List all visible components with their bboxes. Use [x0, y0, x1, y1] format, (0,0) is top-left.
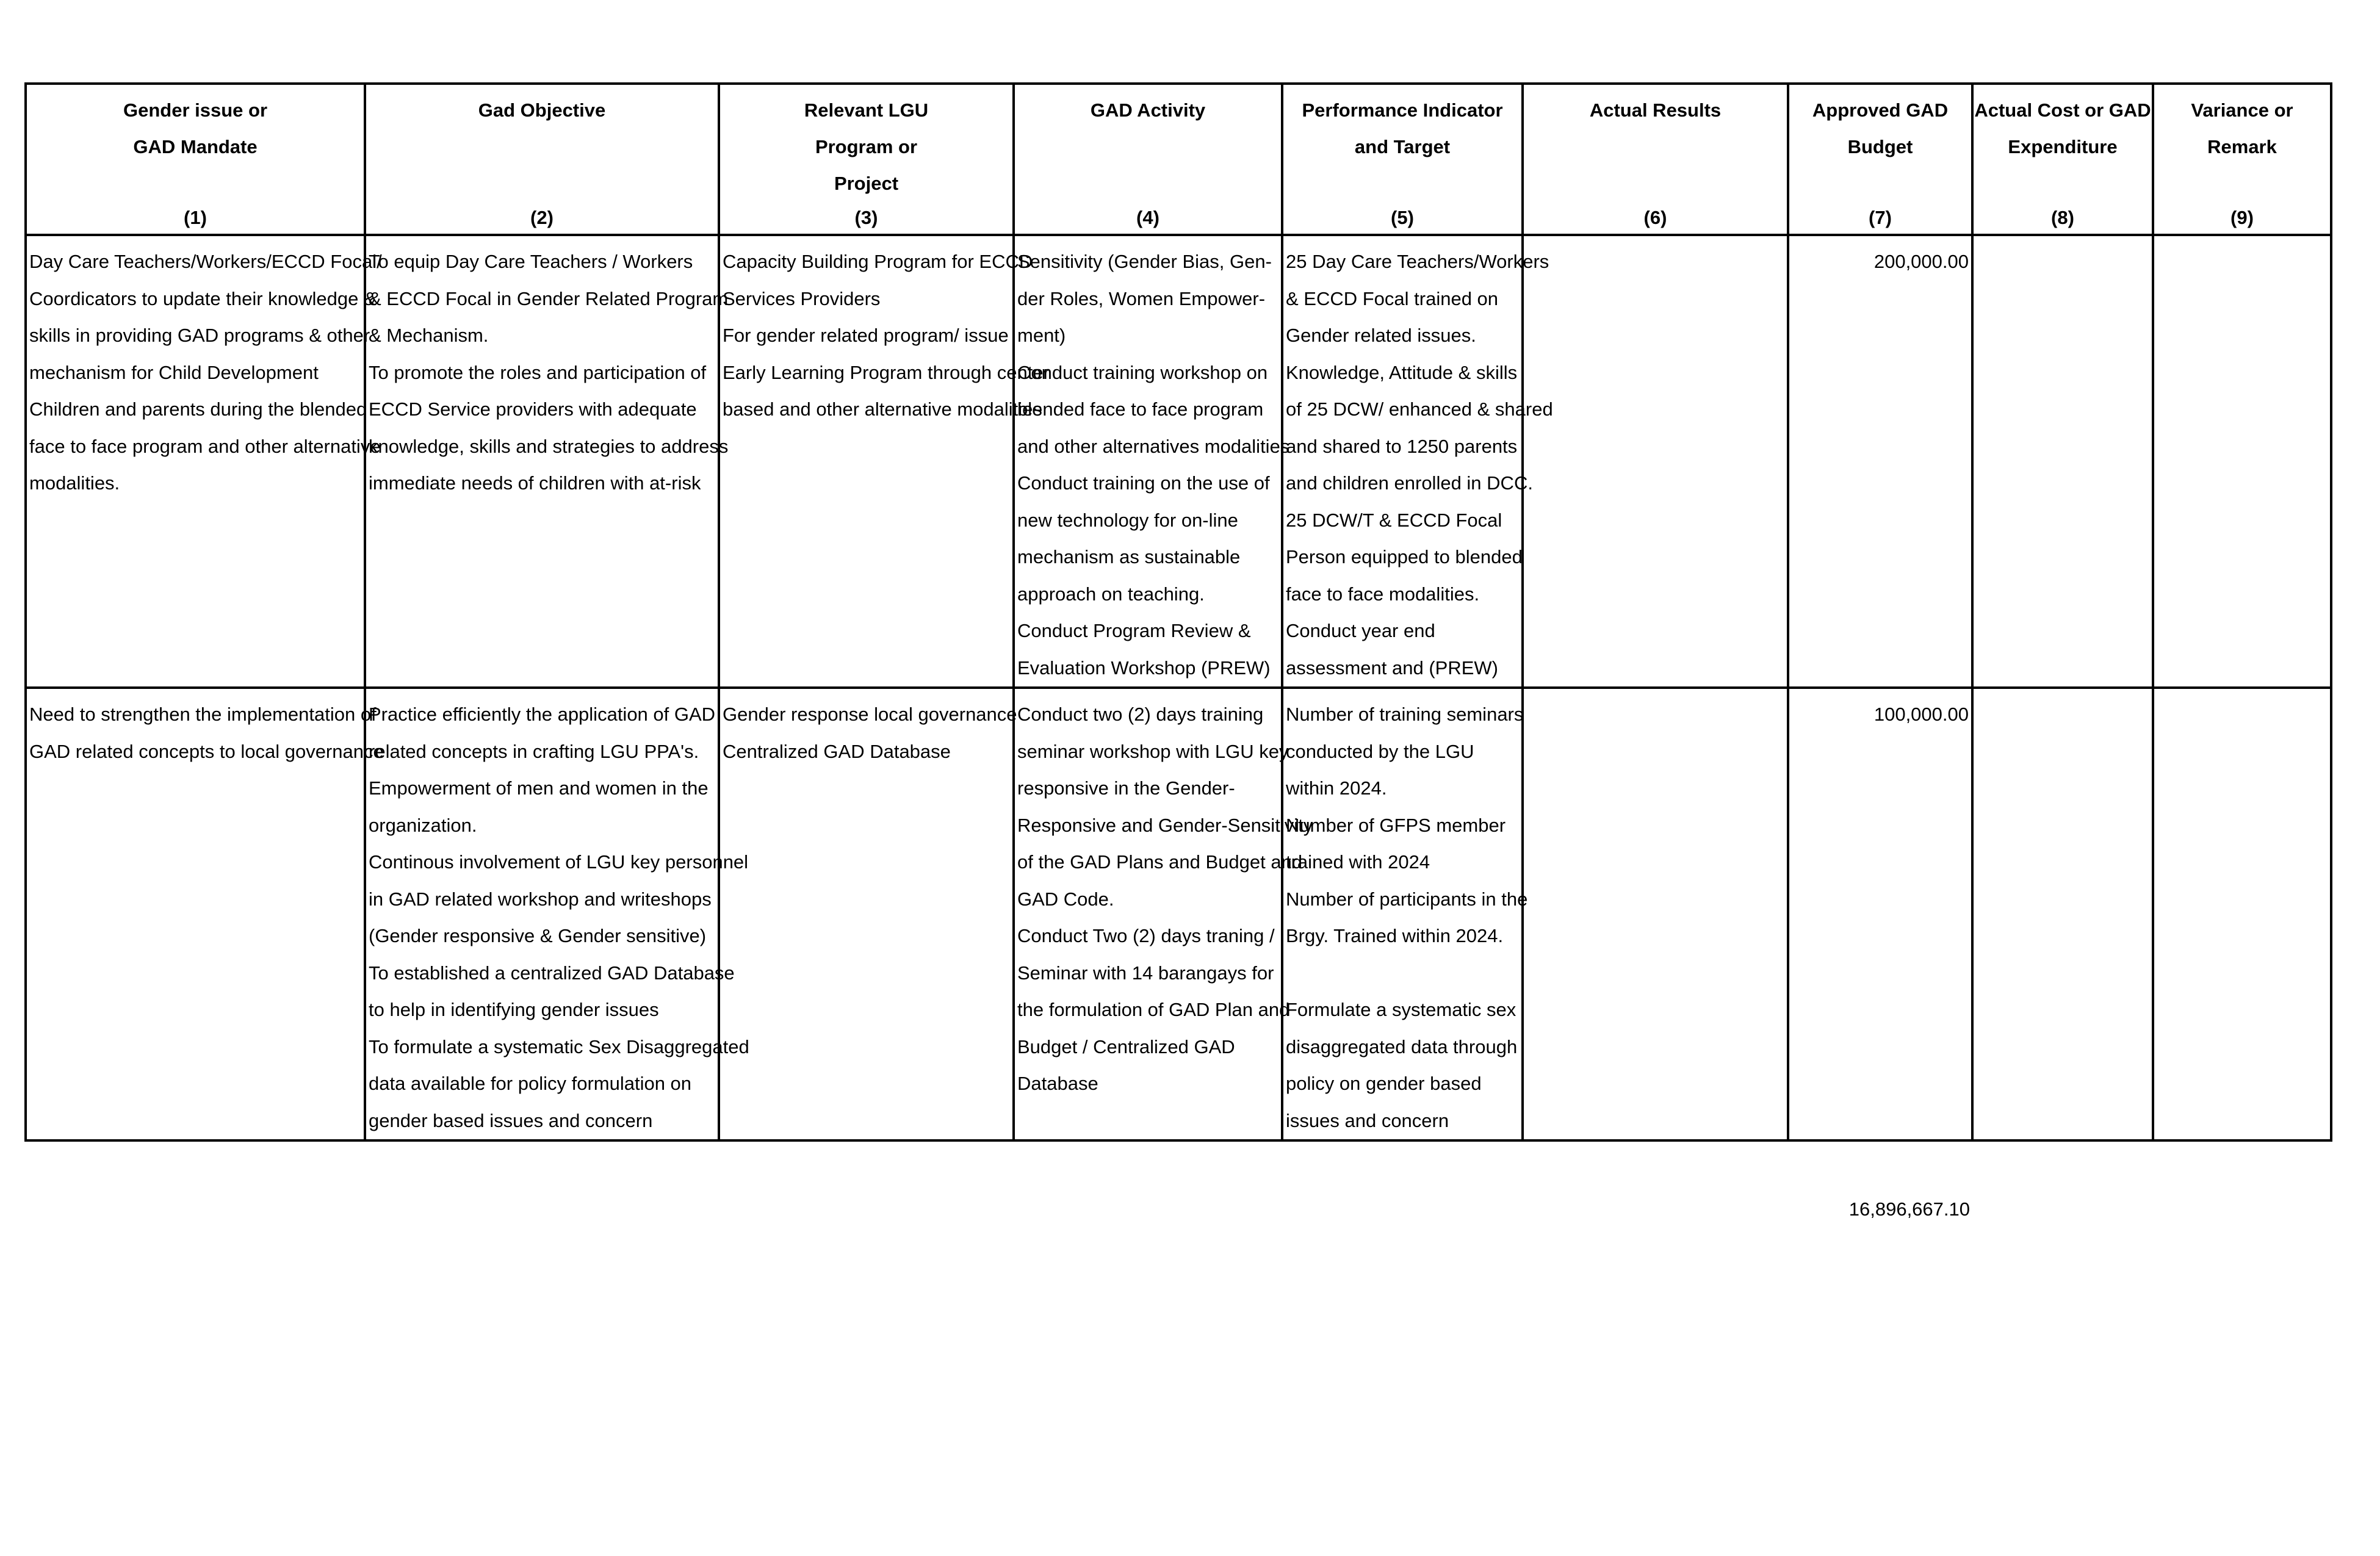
cell-line: disaggregated data through [1286, 1036, 1518, 1057]
cell-line: GAD Code. [1017, 888, 1114, 910]
cell-line: Database [1017, 1073, 1098, 1094]
cell-line: the formulation of GAD Plan and [1017, 999, 1290, 1020]
cell-line: immediate needs of children with at-risk [369, 472, 701, 494]
cell-line: responsive in the Gender- [1017, 777, 1235, 799]
header-title [2154, 85, 2330, 165]
cell-line: 25 Day Care Teachers/Workers [1286, 251, 1549, 272]
cell-line: data available for policy formulation on [369, 1073, 692, 1094]
cell-line: knowledge, skills and strategies to address [369, 435, 729, 457]
cell-line: and other alternatives modalities [1017, 435, 1290, 457]
cell-line: Conduct training workshop on [1017, 361, 1268, 383]
header-title-line: and Target [1354, 136, 1451, 157]
cell-line: based and other alternative modalities [723, 398, 1042, 420]
column-number: (2) [530, 207, 554, 228]
cell-line: & ECCD Focal trained on [1286, 287, 1499, 309]
cell-line: of 25 DCW/ enhanced & shared [1286, 398, 1553, 420]
header-performance-indicator [1282, 84, 1523, 235]
cell-objective [365, 235, 729, 688]
cell-line: organization. [369, 814, 477, 836]
header-title-line: Gender issue or [123, 99, 268, 121]
header-actual-results [1523, 84, 1788, 235]
cell-program [719, 688, 1017, 1140]
cell-indicator [1282, 688, 1528, 1140]
cell-line: mechanism as sustainable [1017, 546, 1241, 567]
cell-line: (Gender responsive & Gender sensitive) [369, 925, 707, 946]
cell-line: Coordicators to update their knowledge & [29, 287, 377, 309]
cell-line: Continous involvement of LGU key personnel [369, 851, 749, 873]
cell-mandate [26, 688, 384, 1140]
column-number: (5) [1391, 207, 1414, 228]
table-body [26, 235, 2331, 1140]
header-variance [2153, 84, 2331, 235]
header-gender-issue [26, 84, 365, 235]
header-title-line: Approved GAD [1812, 99, 1949, 121]
header-relevant-program [719, 84, 1014, 235]
column-number: (4) [1136, 207, 1159, 228]
cell-line: Children and parents during the blended [29, 398, 367, 420]
gad-report-sheet [24, 82, 2332, 1220]
header-title-line: GAD Activity [1090, 99, 1206, 121]
cell-line: Conduct two (2) days training [1017, 704, 1264, 725]
cell-activity [1014, 235, 1290, 688]
cell-line: Number of participants in the [1286, 888, 1528, 910]
table-row [26, 688, 2331, 1140]
cell-line: Empowerment of men and women in the [369, 777, 709, 799]
cell-line: to help in identifying gender issues [369, 999, 659, 1020]
cell-line: Gender related issues. [1286, 325, 1476, 346]
cell-line: Conduct Two (2) days traning / [1017, 925, 1275, 946]
cell-line: new technology for on-line [1017, 509, 1238, 531]
cell-actual-results [1523, 235, 1788, 688]
header-title-line: Expenditure [2008, 136, 2118, 157]
cell-line: Services Providers [723, 287, 881, 309]
cell-line: ment) [1017, 325, 1066, 346]
cell-line: GAD related concepts to local governance [29, 740, 384, 762]
cell-line: Capacity Building Program for ECCD [723, 251, 1033, 272]
cell-line: & ECCD Focal in Gender Related Program [369, 287, 729, 309]
cell-line [1286, 955, 1519, 992]
cell-line: within 2024. [1286, 777, 1387, 799]
header-title-line: Actual Results [1589, 99, 1722, 121]
header-actual-cost [1972, 84, 2153, 235]
cell-line: seminar workshop with LGU key [1017, 740, 1289, 762]
column-number: (8) [2051, 207, 2074, 228]
cell-line: of the GAD Plans and Budget and [1017, 851, 1303, 873]
cell-line: Day Care Teachers/Workers/ECCD Focal/ [29, 251, 382, 272]
cell-actual-results [1523, 688, 1788, 1140]
header-title-line: Relevant LGU [804, 99, 929, 121]
cell-line: related concepts in crafting LGU PPA's. [369, 740, 699, 762]
cell-line: der Roles, Women Empower- [1017, 287, 1266, 309]
cell-variance [2153, 235, 2331, 688]
header-title-line: Budget [1847, 136, 1913, 157]
cell-line: blended face to face program [1017, 398, 1264, 420]
cell-line: face to face program and other alternative [29, 435, 381, 457]
cell-objective [365, 688, 749, 1140]
cell-line: Practice efficiently the application of GAD [369, 704, 716, 725]
cell-line: skills in providing GAD programs & other [29, 325, 370, 346]
cell-line: To promote the roles and participation of [369, 361, 707, 383]
cell-line: Centralized GAD Database [723, 740, 951, 762]
cell-line: & Mechanism. [369, 325, 489, 346]
cell-line: Conduct training on the use of [1017, 472, 1270, 494]
header-title-line: Performance Indicator [1302, 99, 1503, 121]
cell-line: Person equipped to blended [1286, 546, 1523, 567]
header-title [720, 85, 1012, 202]
cell-line: Sensitivity (Gender Bias, Gen- [1017, 251, 1272, 272]
column-number: (9) [2230, 207, 2254, 228]
column-number: (3) [854, 207, 878, 228]
header-title-line: Project [834, 173, 899, 194]
header-title [366, 85, 718, 129]
cell-line: To equip Day Care Teachers / Workers [369, 251, 693, 272]
header-title [1974, 85, 2152, 165]
cell-indicator [1282, 235, 1553, 688]
column-number: (1) [184, 207, 207, 228]
cell-line: mechanism for Child Development [29, 361, 319, 383]
header-gad-activity [1014, 84, 1282, 235]
header-title-line: GAD Mandate [133, 136, 258, 157]
header-title-line: Gad Objective [478, 99, 606, 121]
cell-line: and shared to 1250 parents [1286, 435, 1518, 457]
column-number: (7) [1869, 207, 1892, 228]
header-title-line: Remark [2207, 136, 2277, 157]
cell-line: Number of GFPS member [1286, 814, 1506, 836]
table-row [26, 235, 2331, 688]
cell-line: trained with 2024 [1286, 851, 1430, 873]
header-approved-budget [1788, 84, 1972, 235]
cell-approved-budget: 100,000.00 [1788, 688, 1972, 1140]
header-title-line: Program or [815, 136, 918, 157]
gad-plan-table [24, 82, 2332, 1142]
cell-line: Need to strengthen the implementation of [29, 704, 377, 725]
cell-line: Responsive and Gender-Sensitivity [1017, 814, 1313, 836]
cell-line: 25 DCW/T & ECCD Focal [1286, 509, 1502, 531]
header-gad-objective [365, 84, 719, 235]
cell-line: Formulate a systematic sex [1286, 999, 1516, 1020]
table-header-row [26, 84, 2331, 235]
header-title [1283, 85, 1521, 165]
cell-line: face to face modalities. [1286, 583, 1480, 605]
total-budget: 16,896,667.10 [1848, 1198, 1970, 1220]
cell-line: policy on gender based [1286, 1073, 1482, 1094]
header-title-line: Variance or [2191, 99, 2293, 121]
cell-line: Knowledge, Attitude & skills [1286, 361, 1518, 383]
cell-line: Budget / Centralized GAD [1017, 1036, 1235, 1057]
cell-actual-cost [1972, 688, 2153, 1140]
cell-approved-budget: 200,000.00 [1788, 235, 1972, 688]
cell-line: modalities. [29, 472, 120, 494]
cell-line: Evaluation Workshop (PREW) [1017, 657, 1271, 679]
cell-mandate [26, 235, 382, 688]
cell-line: Early Learning Program through center [723, 361, 1050, 383]
cell-line: gender based issues and concern [369, 1109, 653, 1131]
header-title [1015, 85, 1281, 129]
cell-line: To formulate a systematic Sex Disaggregated [369, 1036, 749, 1057]
cell-line: Conduct Program Review & [1017, 620, 1251, 641]
cell-line: assessment and (PREW) [1286, 657, 1498, 679]
cell-line: Brgy. Trained within 2024. [1286, 925, 1504, 946]
cell-line: For gender related program/ issue [723, 325, 1009, 346]
cell-line: and children enrolled in DCC. [1286, 472, 1533, 494]
cell-line: in GAD related workshop and writeshops [369, 888, 712, 910]
cell-line: Conduct year end [1286, 620, 1435, 641]
cell-line: To established a centralized GAD Database [369, 962, 735, 984]
cell-variance [2153, 688, 2331, 1140]
cell-line: issues and concern [1286, 1109, 1449, 1131]
cell-line: Gender response local governance [723, 704, 1017, 725]
cell-actual-cost [1972, 235, 2153, 688]
header-title [1524, 85, 1787, 129]
cell-line: ECCD Service providers with adequate [369, 398, 697, 420]
cell-line: conducted by the LGU [1286, 740, 1474, 762]
cell-line: Number of training seminars [1286, 704, 1524, 725]
column-number: (6) [1643, 207, 1667, 228]
cell-activity [1014, 688, 1313, 1140]
header-title [27, 85, 364, 165]
cell-line: approach on teaching. [1017, 583, 1205, 605]
header-title [1789, 85, 1971, 165]
cell-line: Seminar with 14 barangays for [1017, 962, 1274, 984]
header-title-line: Actual Cost or GAD [1974, 99, 2151, 121]
